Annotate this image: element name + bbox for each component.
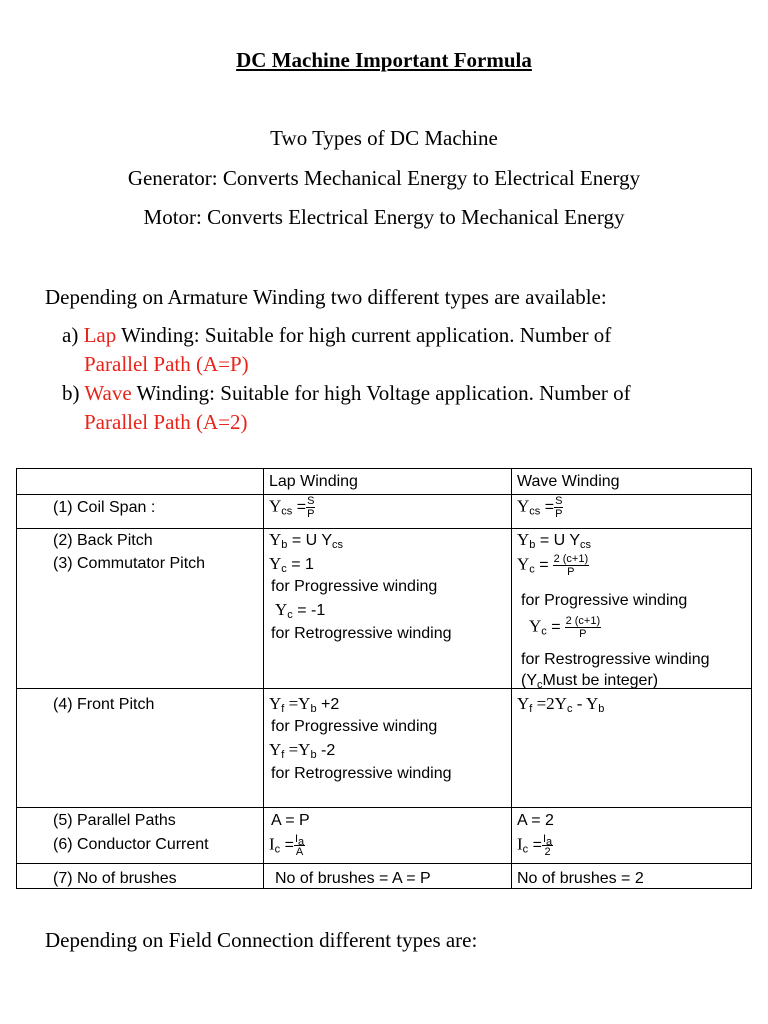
wave-commutator-progressive: for Progressive winding — [521, 592, 688, 609]
wave-coil-span-formula: $Y_{cs}$ = $\frac{S}{P}$ — [517, 495, 563, 520]
lap-conductor-current-formula: $I_c$ = $\frac{I_a}{A}$ — [269, 833, 305, 858]
wave-parallel-paths: A = 2 — [517, 812, 554, 829]
lap-front-pitch-formula-1: $Y_f =Y_b +2$ — [269, 694, 340, 715]
intro-generator: Generator: Converts Mechanical Energy to Electrical Energy — [127, 166, 641, 190]
wave-prefix: b) — [62, 381, 85, 405]
lap-commutator-formula-1: $Y_c = 1$ — [269, 554, 314, 575]
row-divider — [17, 807, 751, 808]
lap-prefix: a) — [62, 323, 84, 347]
lap-commutator-retrogressive: for Retrogressive winding — [271, 625, 452, 642]
wave-description: Winding: Suitable for high Voltage application. Number of — [131, 381, 631, 405]
wave-keyword: Wave — [84, 381, 132, 405]
lap-front-pitch-progressive: for Progressive winding — [271, 718, 438, 735]
lap-description: Winding: Suitable for high current application. Number of — [116, 323, 612, 347]
armature-heading: Depending on Armature Winding two different types are available: — [45, 285, 607, 309]
lap-front-pitch-retrogressive: for Retrogressive winding — [271, 765, 452, 782]
lap-commutator-formula-2: $Y_c = -1$ — [275, 600, 326, 621]
lap-keyword: Lap — [83, 323, 117, 347]
lap-coil-span-formula: $Y_{cs}$ = $\frac{S}{P}$ — [269, 495, 315, 520]
lap-commutator-progressive: for Progressive winding — [271, 578, 438, 595]
wave-commutator-integer-note: ($Y_cMust$ be integer) — [521, 672, 659, 691]
row-label-no-of-brushes: (7) No of brushes — [53, 870, 177, 887]
header-wave-winding: Wave Winding — [517, 473, 620, 490]
lap-parallel-paths: A = P — [271, 812, 310, 829]
wave-front-pitch-formula: $Y_f =2Y_c - Y_b$ — [517, 694, 605, 715]
row-label-back-pitch: (2) Back Pitch — [53, 532, 153, 549]
row-label-front-pitch: (4) Front Pitch — [53, 696, 155, 713]
wave-commutator-formula-1: $Y_c$ = $\frac{2 (c+1)}{P}$ — [517, 553, 589, 578]
row-label-coil-span: (1) Coil Span : — [53, 499, 156, 516]
row-label-conductor-current: (6) Conductor Current — [53, 836, 209, 853]
wave-conductor-current-formula: $I_c$ = $\frac{I_a}{2}$ — [517, 833, 553, 858]
intro-types: Two Types of DC Machine — [270, 126, 498, 150]
row-label-parallel-paths: (5) Parallel Paths — [53, 812, 176, 829]
wave-back-pitch-formula: $Y_b = U$ $Y_{cs}$ — [517, 530, 592, 551]
page-title: DC Machine Important Formula — [236, 48, 532, 72]
row-divider — [17, 528, 751, 529]
field-connection-heading: Depending on Field Connection different types are: — [45, 928, 478, 952]
wave-item — [62, 381, 631, 406]
wave-parallel-path: Parallel Path (A=2) — [84, 410, 248, 434]
column-divider — [511, 469, 512, 888]
lap-no-of-brushes: No of brushes = A = P — [275, 870, 431, 887]
wave-no-of-brushes: No of brushes = 2 — [517, 870, 644, 887]
lap-back-pitch-formula: $Y_b = U$ $Y_{cs}$ — [269, 530, 344, 551]
formula-table — [16, 468, 752, 889]
header-lap-winding: Lap Winding — [269, 473, 358, 490]
wave-commutator-formula-2: $Y_c$ = $\frac{2 (c+1)}{P}$ — [529, 615, 601, 640]
row-label-commutator-pitch: (3) Commutator Pitch — [53, 555, 206, 572]
row-divider — [17, 863, 751, 864]
wave-commutator-restrogressive: for Restrogressive winding — [521, 651, 710, 668]
intro-motor: Motor: Converts Electrical Energy to Mechanical Energy — [143, 205, 625, 229]
lap-item — [62, 323, 611, 348]
column-divider — [263, 469, 264, 888]
row-divider — [17, 494, 751, 495]
lap-front-pitch-formula-2: $Y_f =Y_b$ -2 — [269, 740, 336, 761]
lap-parallel-path: Parallel Path (A=P) — [84, 352, 249, 376]
